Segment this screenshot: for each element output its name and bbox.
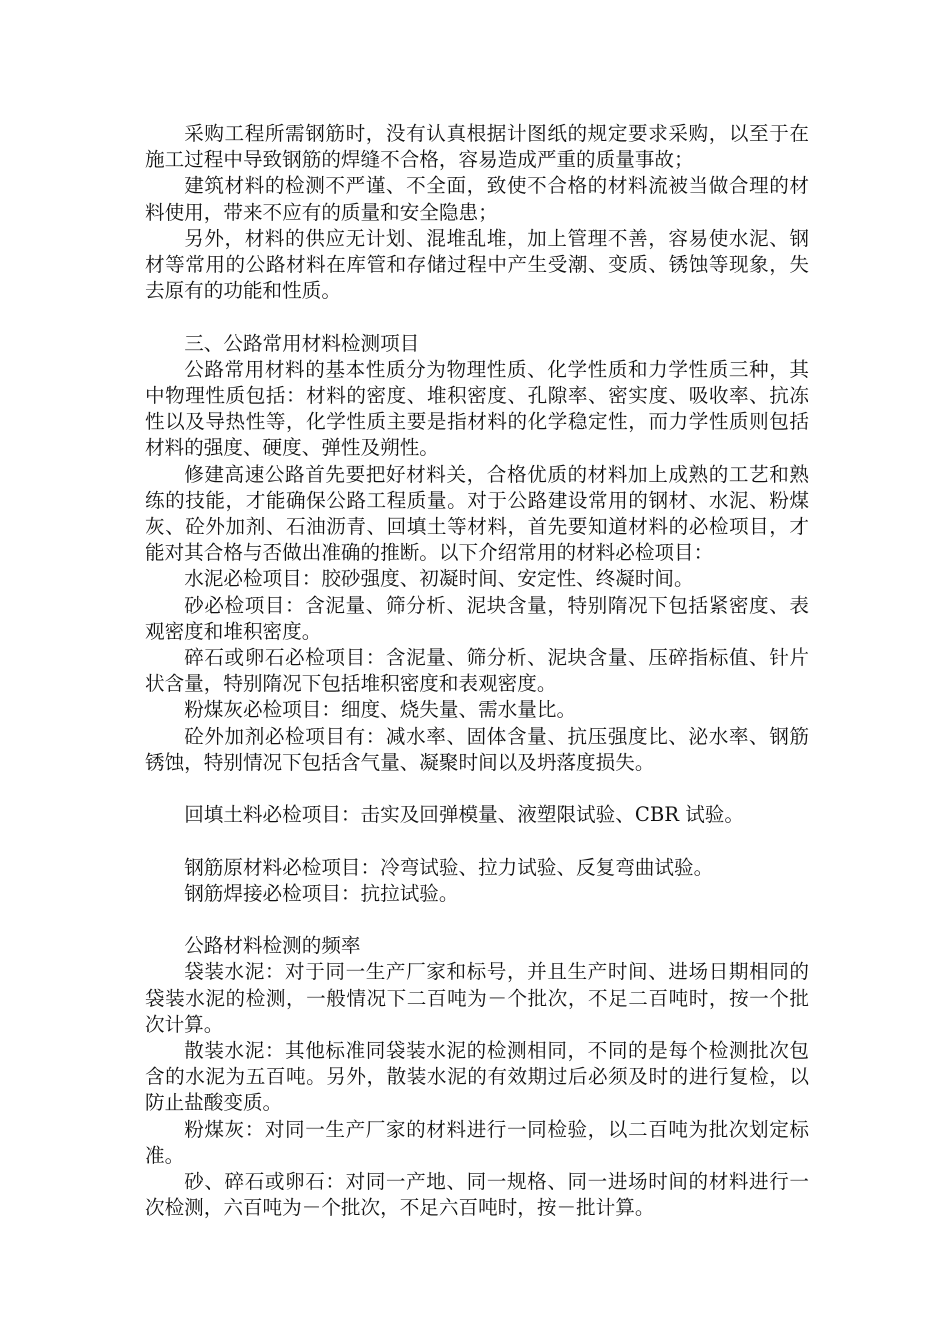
- item-flyash-tests: 粉煤灰必检项目：细度、烧失量、需水量比。: [184, 698, 577, 722]
- document-page: [145, 121, 809, 1221]
- spacer: [145, 828, 809, 854]
- item-rebar-weld-tests: 钢筋焊接必检项目：抗拉试验。: [184, 881, 459, 905]
- paragraph-highway-materials: 修建高速公路首先要把好材料关，合格优质的材料加上成熟的工艺和熟练的技能，才能确保公路工程质量。对于公路建设常用的钢材、水泥、粉煤灰、砼外加剂、石油沥青、回填土等材料，首先要知道材料的必检项目，才能对其合格与否做出准确的推断。以下介绍常用的材料必检项目：: [145, 462, 809, 565]
- section-heading-frequency: 公路材料检测的频率: [184, 934, 361, 958]
- item-cement-tests: 水泥必检项目：胶砂强度、初凝时间、安定性、终凝时间。: [184, 567, 694, 591]
- frequency-bulk-cement: 散装水泥：其他标准同袋装水泥的检测相同，不同的是每个检测批次包含的水泥为五百吨。另外，散装水泥的有效期过后必须及时的进行复检，以防止盐酸变质。: [145, 1039, 809, 1115]
- spacer: [145, 907, 809, 933]
- frequency-sand-gravel: 砂、碎石或卵石：对同一产地、同一规格、同一进场时间的材料进行一次检测，六百吨为－个批次，不足六百吨时，按－批计算。: [145, 1170, 809, 1220]
- paragraph-rebar-procurement: 采购工程所需钢筋时，没有认真根据计图纸的规定要求采购，以至于在施工过程中导致钢筋的焊缝不合格，容易造成严重的质量事故；: [145, 122, 809, 172]
- section-heading-testing-items: 三、公路常用材料检测项目: [184, 331, 420, 355]
- paragraph-material-properties: 公路常用材料的基本性质分为物理性质、化学性质和力学性质三种，其中物理性质包括：材料的密度、堆积密度、孔隙率、密实度、吸收率、抗冻性以及导热性等，化学性质主要是指材料的化学稳定性，而力学性质则包括材料的强度、硬度、弹性及朔性。: [145, 357, 809, 460]
- item-gravel-tests: 碎石或卵石必检项目：含泥量、筛分析、泥块含量、压碎指标值、针片状含量，特别隋况下包括堆积密度和表观密度。: [145, 646, 809, 696]
- item-rebar-raw-tests: 钢筋原材料必检项目：冷弯试验、拉力试验、反复弯曲试验。: [184, 855, 714, 879]
- paragraph-material-testing: 建筑材料的检测不严谨、不全面，致使不合格的材料流被当做合理的材料使用，带来不应有的质量和安全隐患；: [145, 174, 809, 224]
- item-sand-tests: 砂必检项目：含泥量、筛分析、泥块含量，特别隋况下包括紧密度、表观密度和堆积密度。: [145, 593, 809, 643]
- paragraph-material-supply: 另外，材料的供应无计划、混堆乱堆，加上管理不善，容易使水泥、钢材等常用的公路材料在库管和存储过程中产生受潮、变质、锈蚀等现象，失去原有的功能和性质。: [145, 226, 809, 303]
- item-admixture-tests: 砼外加剂必检项目有：减水率、固体含量、抗压强度比、泌水率、钢筋锈蚀，特别情况下包括含气量、凝聚时间以及坍落度损失。: [145, 724, 809, 774]
- spacer: [145, 304, 809, 330]
- frequency-flyash: 粉煤灰：对同一生产厂家的材料进行一同检验，以二百吨为批次划定标准。: [145, 1117, 809, 1167]
- frequency-bagged-cement: 袋装水泥：对于同一生产厂家和标号，并且生产时间、进场日期相同的袋装水泥的检测，一般情况下二百吨为－个批次，不足二百吨时，按一个批次计算。: [145, 960, 809, 1036]
- spacer: [145, 776, 809, 802]
- item-backfill-tests: 回填土料必检项目：击实及回弹模量、液塑限试验、CBR 试验。: [184, 803, 744, 827]
